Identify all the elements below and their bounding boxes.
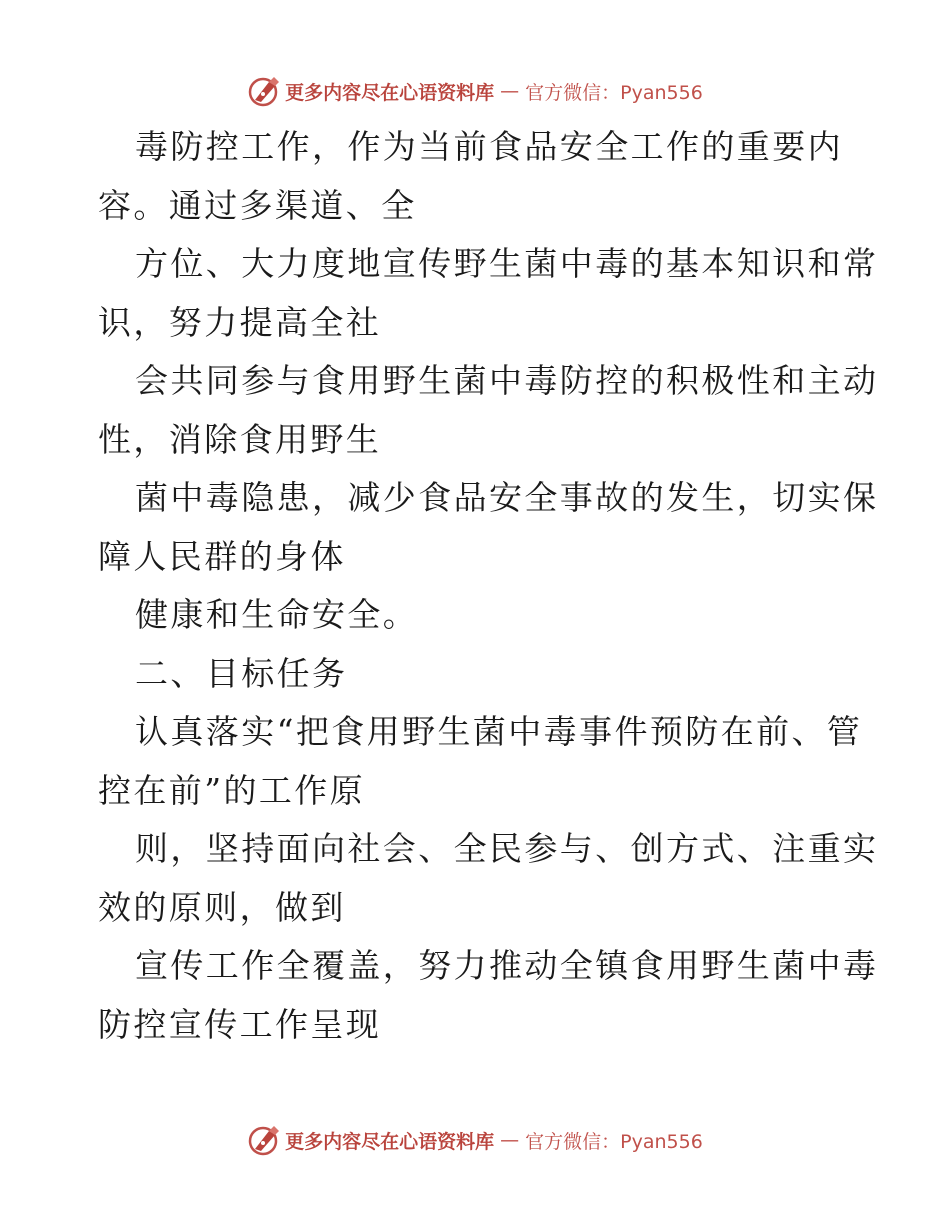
banner-dash: — [500,80,520,102]
text-line: 毒防控工作，作为当前食品安全工作的重要内 [135,127,843,166]
banner-title: 更多内容尽在心语资料库 [285,1130,495,1153]
text-line: 识，努力提高全社 [98,302,382,342]
text-line: 二、目标任务 [135,653,348,693]
document-body [98,118,879,1054]
banner-wechat: 官方微信：Pyan556 [525,1130,703,1153]
text-line: 控在前”的工作原 [98,770,366,810]
text-line: 认真落实“把食用野生菌中毒事件预防在前、管 [135,712,863,751]
text-line: 健康和生命安全。 [135,595,419,634]
banner-title: 更多内容尽在心语资料库 [285,81,495,104]
text-line: 会共同参与食用野生菌中毒防控的积极性和主动 [135,361,879,400]
text-line: 容。通过多渠道、全 [98,185,417,225]
banner-dash: — [500,1129,520,1151]
text-line: 则，坚持面向社会、全民参与、创方式、注重实 [135,829,879,868]
text-line: 菌中毒隐患，减少食品安全事故的发生，切实保 [135,478,879,517]
text-line: 防控宣传工作呈现 [98,1004,382,1044]
header-banner [0,71,950,111]
text-line: 障人民群的身体 [98,536,346,576]
text-line: 方位、大力度地宣传野生菌中毒的基本知识和常 [135,244,879,283]
text-line: 性，消除食用野生 [98,419,382,459]
text-line: 效的原则，做到 [98,887,346,927]
footer-banner [0,1120,950,1160]
text-line: 宣传工作全覆盖，努力推动全镇食用野生菌中毒 [135,946,879,985]
banner-wechat: 官方微信：Pyan556 [525,81,703,104]
pen-nib-logo-icon [247,1123,281,1157]
pen-nib-logo-icon [247,74,281,108]
